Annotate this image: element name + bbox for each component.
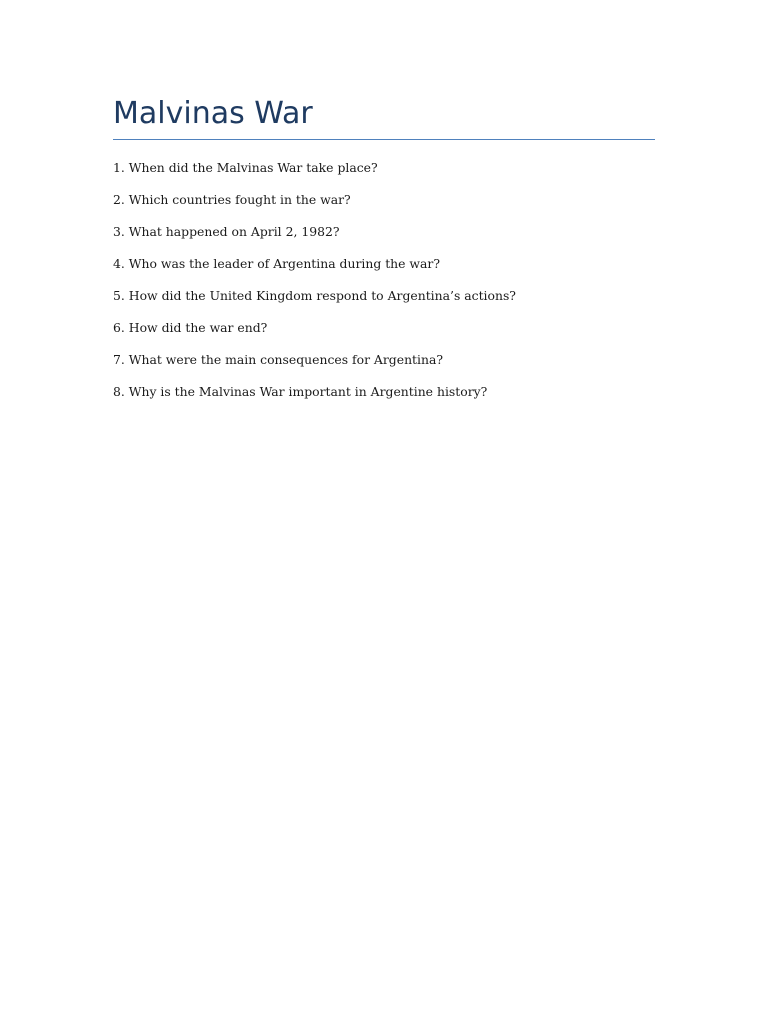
question-item: 6. How did the war end?	[113, 320, 268, 335]
question-item: 1. When did the Malvinas War take place?	[113, 160, 378, 175]
question-item: 8. Why is the Malvinas War important in Argentine history?	[113, 384, 488, 399]
question-item: 5. How did the United Kingdom respond to Argentina’s actions?	[113, 288, 516, 303]
question-item: 4. Who was the leader of Argentina during the war?	[113, 256, 440, 271]
question-list	[113, 158, 673, 414]
title-divider	[113, 139, 655, 140]
page-title: Malvinas War	[113, 96, 313, 131]
question-item: 2. Which countries fought in the war?	[113, 192, 351, 207]
question-item: 7. What were the main consequences for Argentina?	[113, 352, 444, 367]
question-item: 3. What happened on April 2, 1982?	[113, 224, 340, 239]
